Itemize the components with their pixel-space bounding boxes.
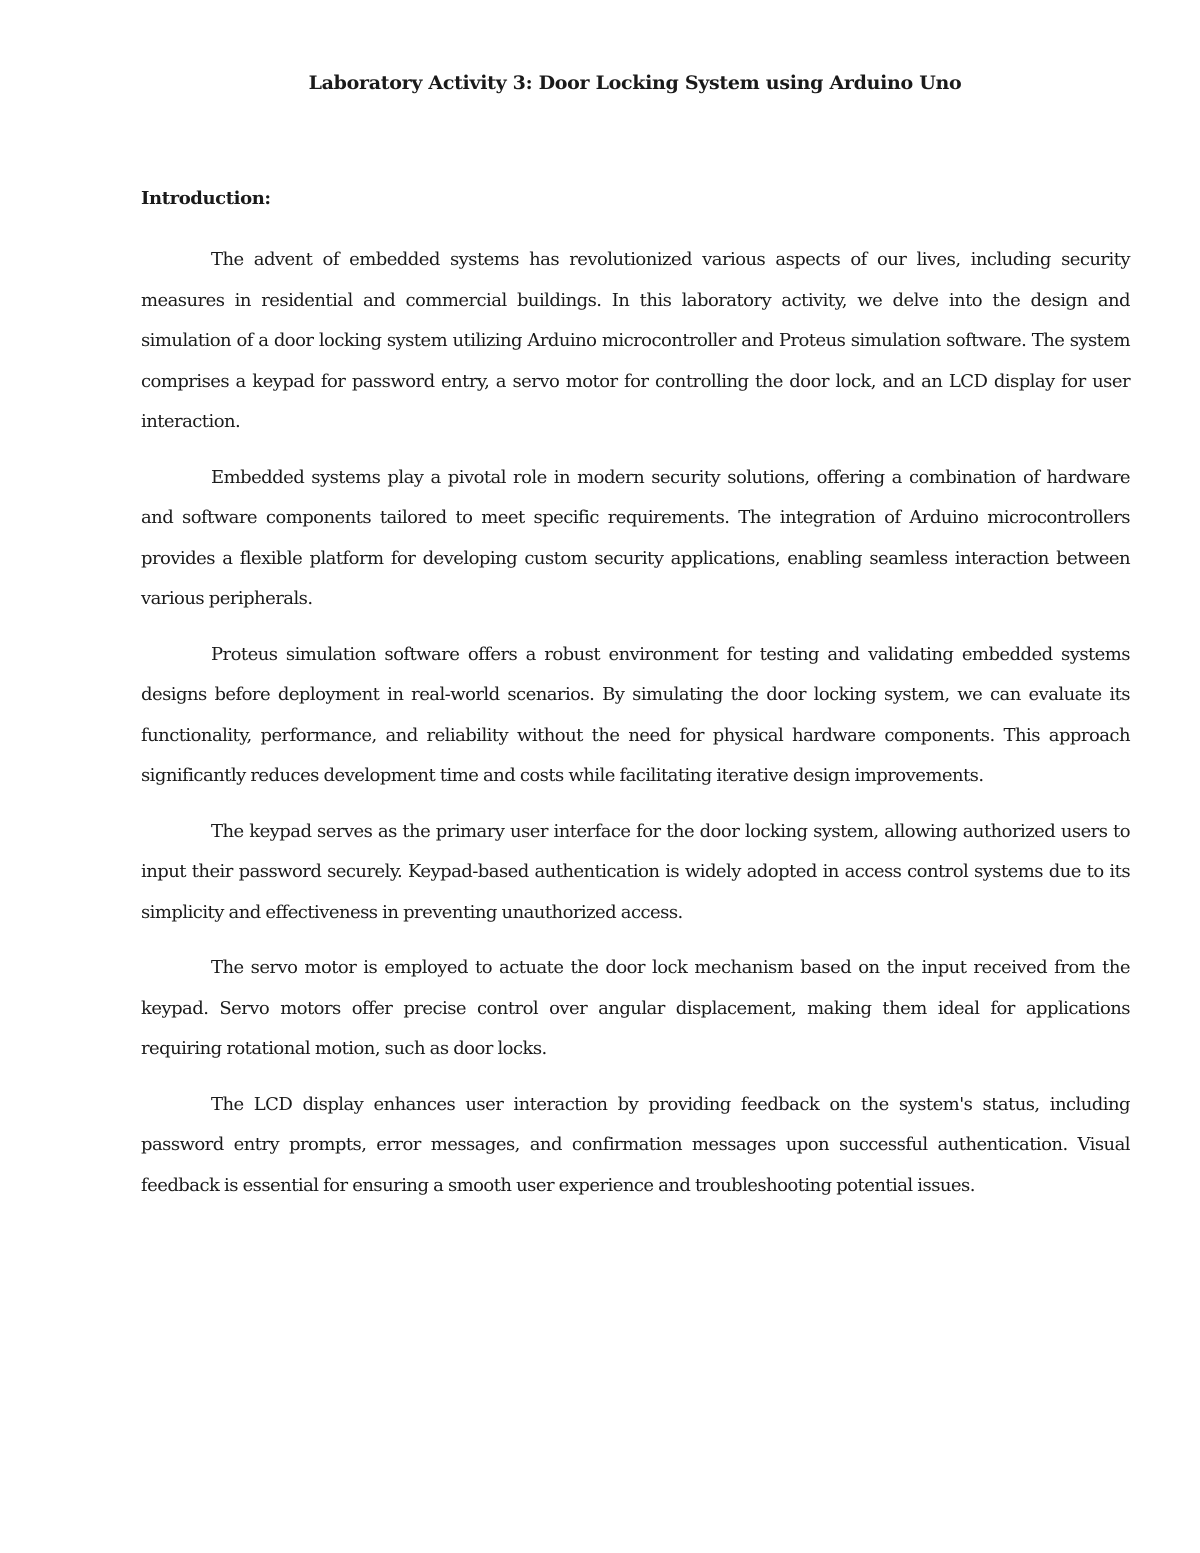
paragraph-4: The keypad serves as the primary user interface for the door locking system, allowing authorized users to input their password securely. Keypad-based authentication is widely adopted in access control systems due to its simplicity and effectiveness in preventing unauthorized access. xyxy=(141,820,1130,923)
paragraph-5: The servo motor is employed to actuate the door lock mechanism based on the input received from the keypad. Servo motors offer precise control over angular displacement, making them ideal for applications requiring rotational motion, such as door locks. xyxy=(141,957,1130,1059)
paragraph-2: Embedded systems play a pivotal role in modern security solutions, offering a combination of hardware and software components tailored to meet specific requirements. The integration of Arduino microcontrollers provides a flexible platform for developing custom security applications, enabling seamless interaction between various peripherals. xyxy=(141,466,1130,609)
section-heading-introduction: Introduction: xyxy=(141,188,271,209)
document-body xyxy=(141,184,1130,1221)
paragraph-6: The LCD display enhances user interaction by providing feedback on the system's status, including password entry prompts, error messages, and confirmation messages upon successful authentication. Visual feedback is essential for ensuring a smooth user experience and troubleshooting potential issues. xyxy=(141,1093,1130,1196)
paragraph-1: The advent of embedded systems has revolutionized various aspects of our lives, including security measures in residential and commercial buildings. In this laboratory activity, we delve into the design and simulation of a door locking system utilizing Arduino microcontroller and Proteus simulation software. The system comprises a keypad for password entry, a servo motor for controlling the door lock, and an LCD display for user interaction. xyxy=(141,249,1130,432)
paragraph-3: Proteus simulation software offers a robust environment for testing and validating embedded systems designs before deployment in real-world scenarios. By simulating the door locking system, we can evaluate its functionality, performance, and reliability without the need for physical hardware components. This approach significantly reduces development time and costs while facilitating iterative design improvements. xyxy=(141,643,1130,786)
document-title: Laboratory Activity 3: Door Locking System using Arduino Uno xyxy=(308,72,962,94)
title-container xyxy=(0,0,1200,120)
